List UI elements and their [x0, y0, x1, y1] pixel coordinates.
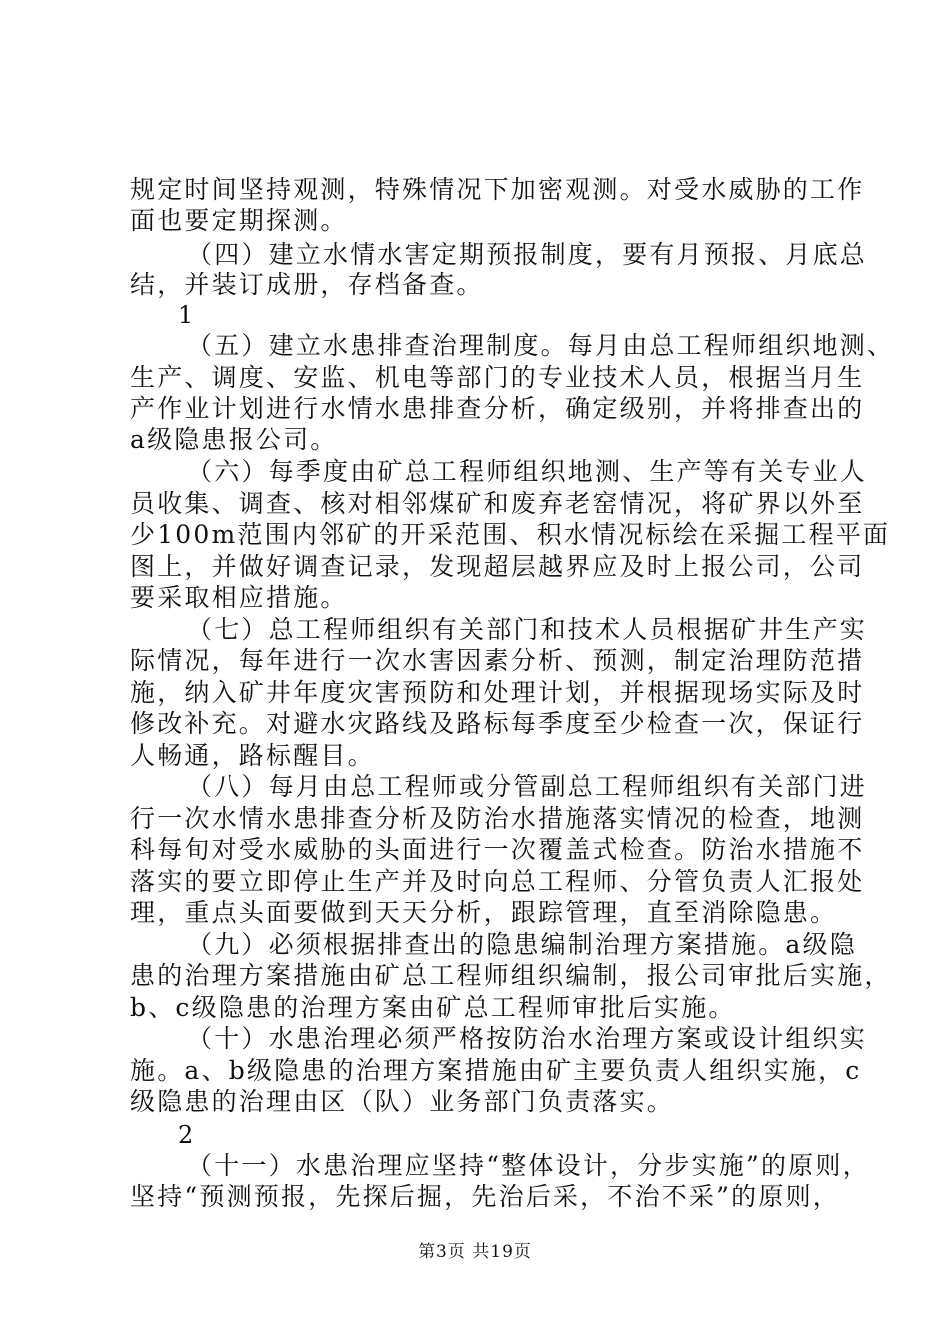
text-line: 少100m范围内邻矿的开采范围、积水情况标绘在采掘工程平面	[130, 520, 891, 549]
text-line: 科每旬对受水威胁的头面进行一次覆盖式检查。防治水措施不	[130, 835, 865, 864]
text-line: 规定时间坚持观测，特殊情况下加密观测。对受水威胁的工作	[130, 175, 865, 204]
paragraph-11-start: （十一）水患治理应坚持“整体设计，分步实施”的原则，	[187, 1151, 870, 1180]
text-line: 要采取相应措施。	[130, 583, 348, 612]
text-line: 理，重点头面要做到天天分析，跟踪管理，直至消除隐患。	[130, 898, 838, 927]
text-line: 际情况，每年进行一次水害因素分析、预测，制定治理防范措	[130, 646, 865, 675]
text-line: 患的治理方案措施由矿总工程师组织编制，报公司审批后实施，	[130, 961, 892, 990]
text-line: 结，并装订成册，存档备查。	[130, 270, 484, 299]
paragraph-5-start: （五）建立水患排查治理制度。每月由总工程师组织地测、	[187, 331, 895, 360]
paragraph-6-start: （六）每季度由矿总工程师组织地测、生产等有关专业人	[187, 457, 868, 486]
paragraph-7-start: （七）总工程师组织有关部门和技术人员根据矿井生产实	[187, 615, 868, 644]
paragraph-8-start: （八）每月由总工程师或分管副总工程师组织有关部门进	[187, 772, 868, 801]
text-line: 施。a、b级隐患的治理方案措施由矿主要负责人组织实施，c	[130, 1056, 862, 1085]
text-line: 面也要定期探测。	[130, 206, 348, 235]
text-line: 生产、调度、安监、机电等部门的专业技术人员，根据当月生	[130, 363, 865, 392]
inline-page-number: 1	[178, 301, 194, 329]
text-line: 落实的要立即停止生产并及时向总工程师、分管负责人汇报处	[130, 867, 865, 896]
text-line: 图上，并做好调查记录，发现超层越界应及时上报公司，公司	[130, 552, 865, 581]
inline-page-number: 2	[178, 1121, 194, 1149]
text-line: 员收集、调查、核对相邻煤矿和废弃老窑情况，将矿界以外至	[130, 489, 865, 518]
text-line: 坚持“预测预报，先探后掘，先治后采，不治不采”的原则，	[130, 1182, 840, 1211]
page-footer: 第3页 共19页	[418, 1242, 532, 1262]
text-line: 产作业计划进行水情水患排查分析，确定级别，并将排查出的	[130, 394, 865, 423]
paragraph-9-start: （九）必须根据排查出的隐患编制治理方案措施。a级隐	[187, 930, 857, 959]
text-line: 施，纳入矿井年度灾害预防和处理计划，并根据现场实际及时	[130, 678, 865, 707]
text-line: a级隐患报公司。	[130, 425, 338, 454]
text-line: 级隐患的治理由区（队）业务部门负责落实。	[130, 1087, 675, 1116]
text-line: 行一次水情水患排查分析及防治水措施落实情况的检查，地测	[130, 804, 865, 833]
text-line: b、c级隐患的治理方案由矿总工程师审批后实施。	[130, 993, 736, 1022]
paragraph-4-start: （四）建立水情水害定期预报制度，要有月预报、月底总	[187, 240, 868, 269]
text-line: 修改补充。对避水灾路线及路标每季度至少检查一次，保证行	[130, 709, 865, 738]
text-line: 人畅通，路标醒目。	[130, 741, 375, 770]
paragraph-10-start: （十）水患治理必须严格按防治水治理方案或设计组织实	[187, 1024, 868, 1053]
